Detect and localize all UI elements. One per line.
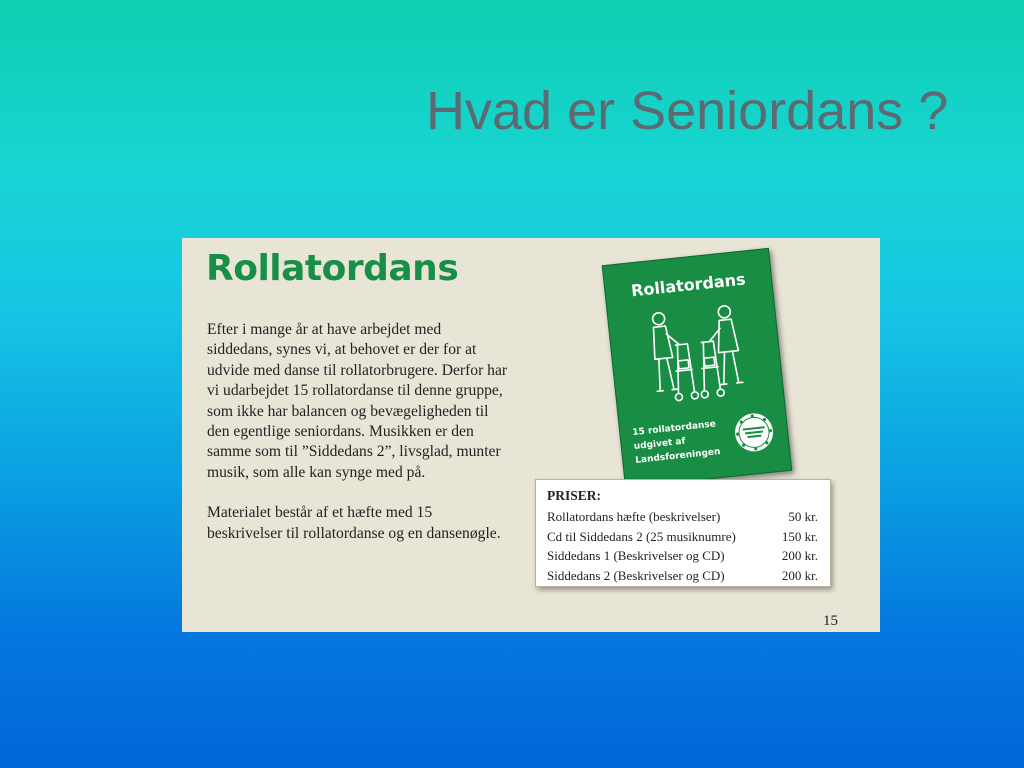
price-item-value: 200 kr.	[781, 548, 818, 563]
association-logo-icon	[731, 409, 777, 455]
page-number: 15	[823, 613, 838, 629]
body-paragraph: Efter i mange år at have arbejdet med siddedans, synes vi, at behovet er der for at udvide med danse til rollatorbrugere. Derfor har vi udarbejdet 15 rollatordanse til denne gruppe, som ikke har balancen og bevægeligheden til den egentlige seniordans. Musikken er den samme som til ”Siddedans 2”, livsglad, munter musik, som alle kan synge med på.	[207, 321, 508, 481]
price-item-label: Siddedans 2 (Beskrivelser og CD)	[547, 567, 725, 583]
price-row	[547, 546, 818, 566]
body-paragraph: Materialet består af et hæfte med 15 beskrivelser til rollatordanse og en dansenøgle.	[207, 504, 501, 542]
price-item-label: Cd til Siddedans 2 (25 musiknumre)	[547, 528, 736, 544]
price-item-value: 200 kr.	[781, 567, 818, 583]
price-list	[535, 479, 831, 587]
dancers-with-walkers-illustration	[636, 298, 757, 417]
price-row	[547, 527, 818, 547]
price-list-header: PRISER:	[547, 488, 602, 503]
price-item-value: 50 kr.	[788, 509, 818, 524]
page-heading: Rollatordans	[206, 248, 459, 289]
price-item-value: 150 kr.	[781, 528, 818, 544]
body-text	[207, 320, 509, 564]
slide-title: Hvad er Seniordans ?	[426, 81, 949, 141]
booklet-cover	[602, 248, 792, 488]
price-row	[547, 507, 818, 527]
booklet-title: Rollatordans	[630, 269, 747, 301]
document-page-image	[182, 238, 880, 632]
booklet-caption: 15 rollatordanse udgivet af Landsforeningen	[631, 419, 721, 466]
price-item-label: Siddedans 1 (Beskrivelser og CD)	[547, 548, 725, 563]
price-row	[547, 566, 818, 586]
price-item-label: Rollatordans hæfte (beskrivelser)	[547, 509, 721, 524]
